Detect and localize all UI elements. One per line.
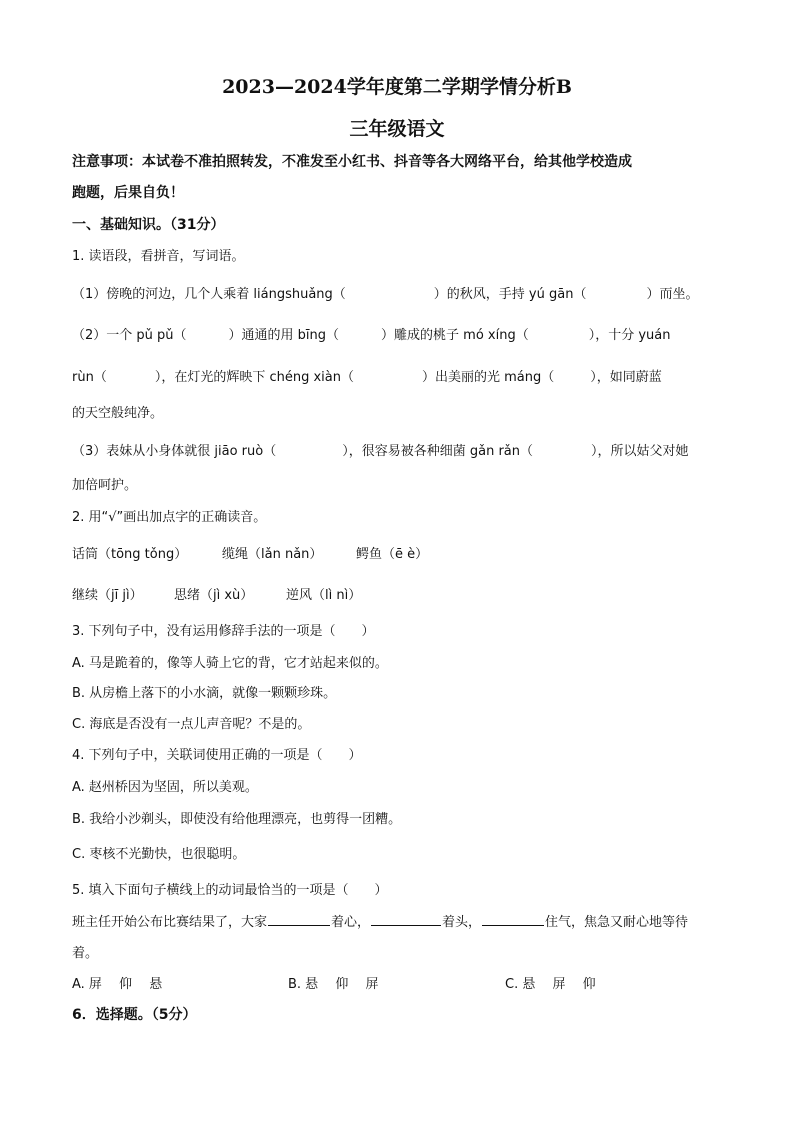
fill-blank[interactable]	[371, 911, 441, 926]
q3-option-c: C. 海底是否没有一点儿声音呢？不是的。	[72, 717, 311, 732]
q2-stem: 2. 用“√”画出加点字的正确读音。	[72, 510, 267, 525]
q1-p3-line2: 加倍呵护。	[72, 478, 138, 493]
q5-option-c: C. 悬 屏 仰	[505, 977, 596, 992]
q1-p2-line2: rùn（ ），在灯光的辉映下 chéng xiàn（ ）出美丽的光 máng（ ），如同蔚蓝	[72, 370, 662, 385]
q1-p2-line1: （2）一个 pǔ pǔ（ ）通通的用 bīng（ ）雕成的桃子 mó xíng（ ），十分 yuán	[72, 328, 671, 343]
q5-sentence-line1: 班主任开始公布比赛结果了，大家 着心， 着头， 住气，焦急又耐心地等待	[72, 911, 688, 930]
notice-line-1: 注意事项：本试卷不准拍照转发，不准发至小红书、抖音等各大网络平台，给其他学校造成	[72, 154, 632, 170]
notice-line-2: 跑题，后果自负！	[72, 185, 184, 201]
q2-option: 思绪（jì xù）	[174, 588, 254, 603]
q3-option-a: A. 马是跪着的，像等人骑上它的背，它才站起来似的。	[72, 656, 388, 671]
q4-stem: 4. 下列句子中，关联词使用正确的一项是（ ）	[72, 748, 362, 763]
q6-heading: 6．选择题。（5分）	[72, 1007, 197, 1023]
q1-p2-line3: 的天空般纯净。	[72, 406, 164, 421]
q2-option: 逆风（lì nì）	[286, 588, 362, 603]
q3-option-b: B. 从房檐上落下的小水滴，就像一颗颗珍珠。	[72, 686, 337, 701]
q2-option: 话筒（tōng tǒng）	[72, 547, 188, 562]
q5-stem: 5. 填入下面句子横线上的动词最恰当的一项是（ ）	[72, 883, 388, 898]
q5-option-b: B. 悬 仰 屏	[288, 977, 379, 992]
q2-option: 继续（jī jì）	[72, 588, 143, 603]
q4-option-c: C. 枣核不光勤快，也很聪明。	[72, 847, 246, 862]
page-subtitle: 三年级语文	[349, 118, 445, 140]
q2-option: 鳄鱼（ē è）	[356, 547, 429, 562]
q2-option: 缆绳（lǎn nǎn）	[222, 547, 323, 562]
fill-blank[interactable]	[482, 911, 544, 926]
q4-option-b: B. 我给小沙剃头，即使没有给他理漂亮，也剪得一团糟。	[72, 812, 402, 827]
page-title: 2023—2024学年度第二学期学情分析B	[222, 76, 572, 98]
q1-p3-line1: （3）表妹从小身体就很 jiāo ruò（ ），很容易被各种细菌 gǎn rǎn（ ），所以姑父对她	[72, 444, 689, 459]
q4-option-a: A. 赵州桥因为坚固，所以美观。	[72, 780, 258, 795]
q3-stem: 3. 下列句子中，没有运用修辞手法的一项是（ ）	[72, 624, 375, 639]
section-heading: 一、基础知识。（31分）	[72, 217, 225, 233]
q1-p1: （1）傍晚的河边，几个人乘着 liángshuǎng（ ）的秋风，手持 yú gān（ ）而坐。	[72, 287, 699, 302]
q5-option-a: A. 屏 仰 悬	[72, 977, 163, 992]
q5-sentence-line2: 着。	[72, 946, 99, 961]
q1-stem: 1. 读语段，看拼音，写词语。	[72, 249, 245, 264]
fill-blank[interactable]	[268, 911, 330, 926]
